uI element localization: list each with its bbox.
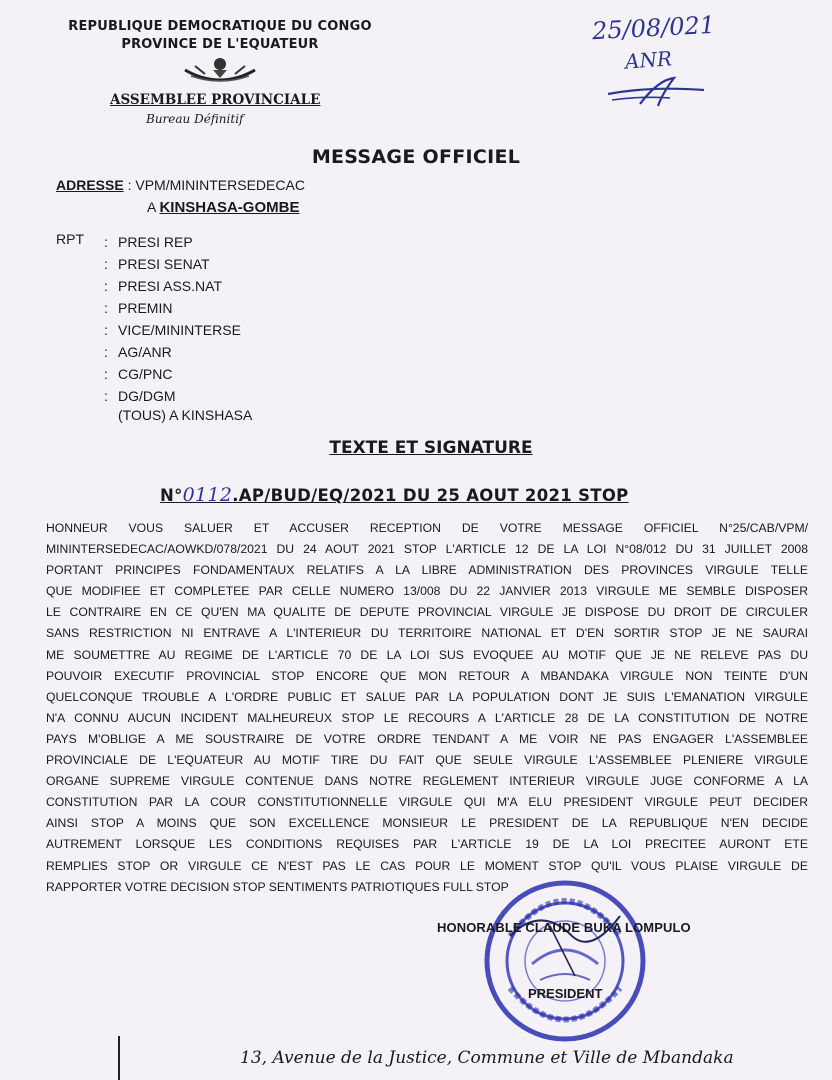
address-label: ADRESSE [56, 177, 124, 193]
document-title: MESSAGE OFFICIEL [311, 146, 521, 168]
signature-icon [480, 876, 650, 1046]
message-reference [160, 484, 629, 506]
rpt-final-line: (TOUS) A KINSHASA [118, 407, 253, 423]
body-line: AUTREMENT LORSQUE LES CONDITIONS REQUISES PAR L'ARTICLE 19 DE LA LOI PRECITEE AURONT ETE [46, 837, 808, 852]
rpt-item: : VICE/MININTERSE [104, 322, 241, 338]
body-line: SANS RESTRICTION NI ENTRAVE A L'INTERIEUR DU TERRITOIRE NATIONAL ET D'EN SORTIR STOP JE NE SAURAI [46, 626, 808, 641]
body-line: REMPLIES STOP OR VIRGULE CE N'EST PAS LE CAS POUR LE MOMENT STOP QU'IL VOUS PLAISE VIRGULE DE [46, 858, 808, 873]
rpt-item: : PRESI ASS.NAT [104, 278, 222, 294]
country-name: REPUBLIQUE DEMOCRATIQUE DU CONGO [68, 19, 372, 34]
rpt-item: : PRESI SENAT [104, 256, 210, 272]
body-line: PROVINCIALE DE L'EQUATEUR AU MOTIF TIRE DU FAIT QUE SEULE VIRGULE L'ASSEMBLEE PLENIERE VIRGULE [46, 753, 808, 768]
footer-address: 13, Avenue de la Justice, Commune et Ville de Mbandaka [240, 1048, 734, 1068]
bureau-label: Bureau Définitif [146, 112, 244, 126]
body-line: ORGANE SUPREME VIRGULE CONTENUE DANS NOTRE REGLEMENT INTERIEUR VIRGULE JUGE CONFORME A LA [46, 774, 808, 789]
address-city: KINSHASA-GOMBE [159, 199, 300, 216]
rpt-item: : CG/PNC [104, 366, 173, 382]
rpt-label: RPT [56, 231, 84, 247]
reference-number: 0112 [182, 484, 233, 506]
rpt-recipient-list [104, 231, 241, 407]
assembly-name: ASSEMBLEE PROVINCIALE [110, 92, 321, 108]
handwritten-annotation: ANR [624, 46, 673, 74]
footer-divider [118, 1036, 120, 1080]
reference-suffix: .AP/BUD/EQ/2021 DU 25 AOUT 2021 STOP [232, 486, 629, 505]
rpt-item: : PRESI REP [104, 234, 193, 250]
paraph-icon [600, 76, 710, 110]
rpt-item: : PREMIN [104, 300, 173, 316]
address-city-line [147, 199, 299, 216]
body-line: CONSTITUTION PAR LA COUR CONSTITUTIONNELLE VIRGULE QUI M'A ELU PRESIDENT VIRGULE PEUT DECIDER [46, 795, 808, 810]
rpt-item: : AG/ANR [104, 344, 172, 360]
body-line: N'A CONNU AUCUN INCIDENT MALHEUREUX STOP LE RECOURS A L'ARTICLE 28 DE LA CONSTITUTION DE NOTRE [46, 710, 808, 725]
reference-prefix: N° [160, 486, 183, 505]
letterhead [40, 18, 400, 94]
province-name: PROVINCE DE L'EQUATEUR [121, 37, 319, 52]
body-line: RAPPORTER VOTRE DECISION STOP SENTIMENTS PATRIOTIQUES FULL STOP [46, 879, 509, 894]
signer-role: PRESIDENT [528, 986, 603, 1001]
body-line: LE CONTRAIRE EN CE QU'EN MA QUALITE DE DEPUTE PROVINCIAL VIRGULE JE DISPOSE DU DROIT DE CIRCULER [46, 605, 808, 620]
handwritten-date: 25/08/021 [591, 10, 716, 46]
body-line: HONNEUR VOUS SALUER ET ACCUSER RECEPTION DE VOTRE MESSAGE OFFICIEL N°25/CAB/VPM/ [46, 521, 808, 535]
address-city-prefix: A [147, 199, 160, 215]
body-line: QUE MODIFIEE ET COMPLETEE PAR CELLE NUMERO 13/008 DU 22 JANVIER 2013 VIRGULE ME SEMBLE DISPOSER [46, 584, 808, 599]
address-line [56, 177, 305, 193]
body-line: ME SOUMETTRE AU REGIME DE L'ARTICLE 70 DE LA LOI SUS EVOQUEE AU MOTIF QUE JE NE RELEVE PAS DU [46, 647, 808, 662]
message-body [46, 518, 808, 898]
body-line: PORTANT PRINCIPES FONDAMENTAUX RELATIFS A LA LIBRE ADMINISTRATION DES PROVINCES VIRGULE TELLE [46, 563, 808, 578]
rpt-item: : DG/DGM [104, 388, 176, 404]
body-line: POUVOIR EXECUTIF PROVINCIAL STOP ENCORE QUE MON RETOUR A MBANDAKA VIRGULE NON TEINTE D'UN [46, 668, 808, 683]
address-separator: : [123, 177, 136, 193]
address-recipient: VPM/MININTERSEDECAC [135, 177, 305, 193]
signer-name: HONORABLE CLAUDE BUKA LOMPULO [437, 920, 691, 935]
body-line: AINSI STOP A MOINS QUE SON EXCELLENCE MONSIEUR LE PRESIDENT DE LA REPUBLIQUE N'EN DECIDE [46, 816, 808, 831]
body-line: MININTERSEDECAC/AOWKD/078/2021 DU 24 AOUT 2021 STOP L'ARTICLE 12 DE LA LOI N°08/012 DU 31 JUILLET 2008 [46, 542, 808, 557]
body-line: QUELCONQUE TROUBLE A L'ORDRE PUBLIC ET SALUE PAR LA POPULATION DONT JE SUIS L'EMANATION VIRGULE [46, 689, 808, 704]
body-line: PAYS M'OBLIGE A ME SOUSTRAIRE DE VOTRE ORDRE TENDANT A ME VOIR NE PAS ENGAGER L'ASSEMBLEE [46, 731, 808, 746]
coat-of-arms-icon [175, 56, 265, 90]
section-title: TEXTE ET SIGNATURE [329, 438, 533, 458]
